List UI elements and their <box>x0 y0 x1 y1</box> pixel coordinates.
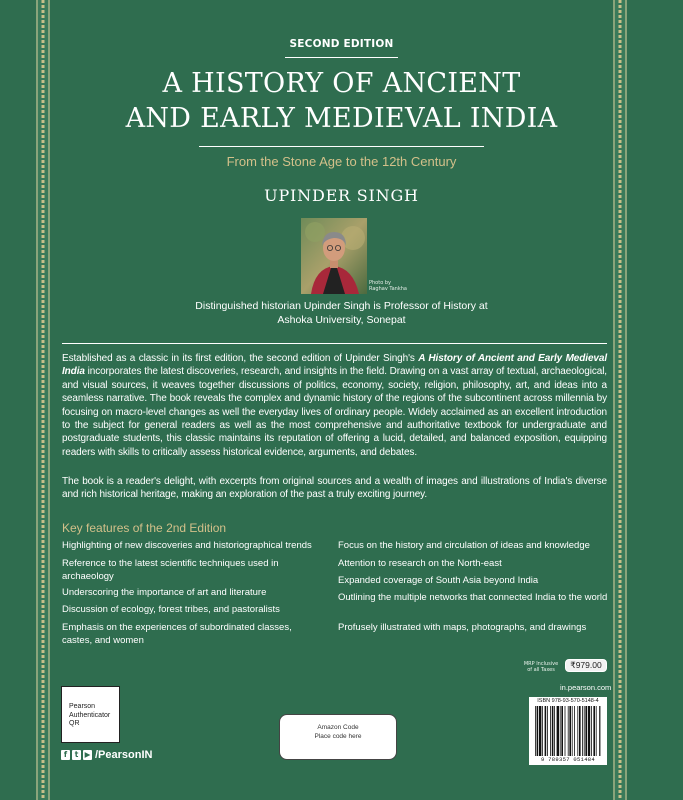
description-paragraph-1 <box>62 352 607 459</box>
barcode-bar <box>547 706 548 756</box>
feature-left-1: Highlighting of new discoveries and historiographical trends <box>62 540 312 551</box>
edition-underline <box>285 57 398 58</box>
youtube-icon: ▶ <box>84 750 91 759</box>
twitter-icon: t <box>72 750 81 760</box>
para1-rest: incorporates the latest discoveries, research, and insights in the field. Drawing on a vast array of textual, archaeological, and visual sources, it weaves together discussions of politics, economy, society, religion, philosophy, art, and ideas into a seamless narrative. The book reveals the complex and dynamic history of the regions of the subcontinent across millennia by focusing on macro-level changes as well the everyday lives of ordinary people. Widely acclaimed as an excellent introduction to the subject for general readers as well as the most comprehensive and authoritative textbook for undergraduate and postgraduate students, this classic maintains its reputation of offering a lucid, detailed, and balanced exposition, equipping readers with skills to critically assess historical evidence, arguments, and debates. <box>62 366 607 458</box>
photo-credit-line-2: Raghav Tankha <box>369 286 407 292</box>
book-subtitle: From the Stone Age to the 12th Century <box>226 154 457 169</box>
barcode-bar <box>577 706 578 756</box>
barcode-bar <box>572 706 573 756</box>
feature-right-5: Profusely illustrated with maps, photographs, and drawings <box>338 622 587 633</box>
barcode-bar <box>588 706 590 756</box>
amazon-code-box <box>279 714 397 760</box>
publisher-website: in.pearson.com <box>560 683 612 692</box>
author-bio-line-1: Distinguished historian Upinder Singh is Professor of History at <box>195 300 488 312</box>
barcode-bars <box>535 706 601 756</box>
mrp-label <box>521 661 561 673</box>
edition-label: SECOND EDITION <box>289 38 394 50</box>
feature-left-3: Underscoring the importance of art and literature <box>62 587 267 598</box>
barcode-bar <box>582 706 583 756</box>
para1-prefix: Established as a classic in its first edition, the second edition of Upinder Singh's <box>62 353 419 364</box>
qr-line-1: Pearson <box>69 703 96 710</box>
social-links <box>61 749 152 761</box>
amazon-code-label: Amazon Code <box>317 724 359 731</box>
title-line-2: AND EARLY MEDIEVAL INDIA <box>125 103 558 134</box>
barcode-bar <box>552 706 554 756</box>
mrp-label-line-1: MRP Inclusive <box>523 661 559 667</box>
authenticator-qr-box <box>61 686 120 743</box>
barcode-bar <box>565 706 566 756</box>
book-title <box>0 66 683 136</box>
barcode-bar <box>593 706 595 756</box>
feature-right-2: Attention to research on the North-east <box>338 558 502 569</box>
barcode-bar <box>542 706 543 756</box>
photo-credit <box>369 280 407 292</box>
author-name: UPINDER SINGH <box>264 186 419 205</box>
feature-left-2: Reference to the latest scientific techniques used in archaeology <box>62 558 279 582</box>
isbn-number: ISBN 978-93-570-5148-4 <box>537 698 599 704</box>
author-bio-line-2: Ashoka University, Sonepat <box>277 314 406 326</box>
social-handle: /PearsonIN <box>95 749 153 761</box>
feature-left-4: Discussion of ecology, forest tribes, and pastoralists <box>62 604 280 615</box>
barcode-bar <box>537 706 539 756</box>
author-photo <box>301 218 367 294</box>
barcode-bar <box>599 706 600 756</box>
barcode-bar <box>596 706 597 756</box>
amazon-code-placeholder: Place code here <box>314 733 362 740</box>
description-paragraph-2: The book is a reader's delight, with excerpts from original sources and a wealth of images and illustrations of India's diverse and rich historical heritage, making an exploration of the past a truly exciting journey. <box>62 476 607 501</box>
barcode-bar <box>591 706 592 756</box>
barcode-bar <box>584 706 585 756</box>
facebook-icon: f <box>61 750 70 760</box>
barcode-bar <box>539 706 541 756</box>
feature-right-1: Focus on the history and circulation of ideas and knowledge <box>338 540 590 551</box>
barcode-bar <box>561 706 563 756</box>
barcode-bar <box>560 706 561 756</box>
title-underline <box>199 146 484 147</box>
photo-credit-line-1: Photo by <box>369 280 391 286</box>
barcode-bar <box>568 706 569 756</box>
barcode-bar <box>585 706 587 756</box>
barcode-bar <box>535 706 536 756</box>
author-bio <box>160 299 523 327</box>
features-heading: Key features of the 2nd Edition <box>62 521 227 535</box>
feature-right-4: Outlining the multiple networks that connected India to the world <box>338 592 608 603</box>
barcode-bar <box>545 706 547 756</box>
mrp-label-line-2: of all Taxes <box>527 667 555 673</box>
isbn-barcode <box>529 697 607 765</box>
qr-line-2: Authenticator <box>69 711 111 719</box>
barcode-bar <box>557 706 559 756</box>
feature-right-3: Expanded coverage of South Asia beyond India <box>338 575 539 586</box>
barcode-digits: 9 789357 051484 <box>540 756 595 763</box>
barcode-bar <box>579 706 581 756</box>
section-divider <box>62 343 607 344</box>
barcode-bar <box>569 706 571 756</box>
barcode-bar <box>554 706 555 756</box>
qr-line-3: QR <box>69 720 80 727</box>
feature-left-5: Emphasis on the experiences of subordinated classes, castes, and women <box>62 622 292 646</box>
barcode-bar <box>550 706 551 756</box>
para1-book-title: A History of Ancient and Early Medieval India <box>62 353 608 378</box>
price-tag: ₹979.00 <box>565 659 607 672</box>
title-line-1: A HISTORY OF ANCIENT <box>162 68 521 99</box>
barcode-bar <box>574 706 575 756</box>
